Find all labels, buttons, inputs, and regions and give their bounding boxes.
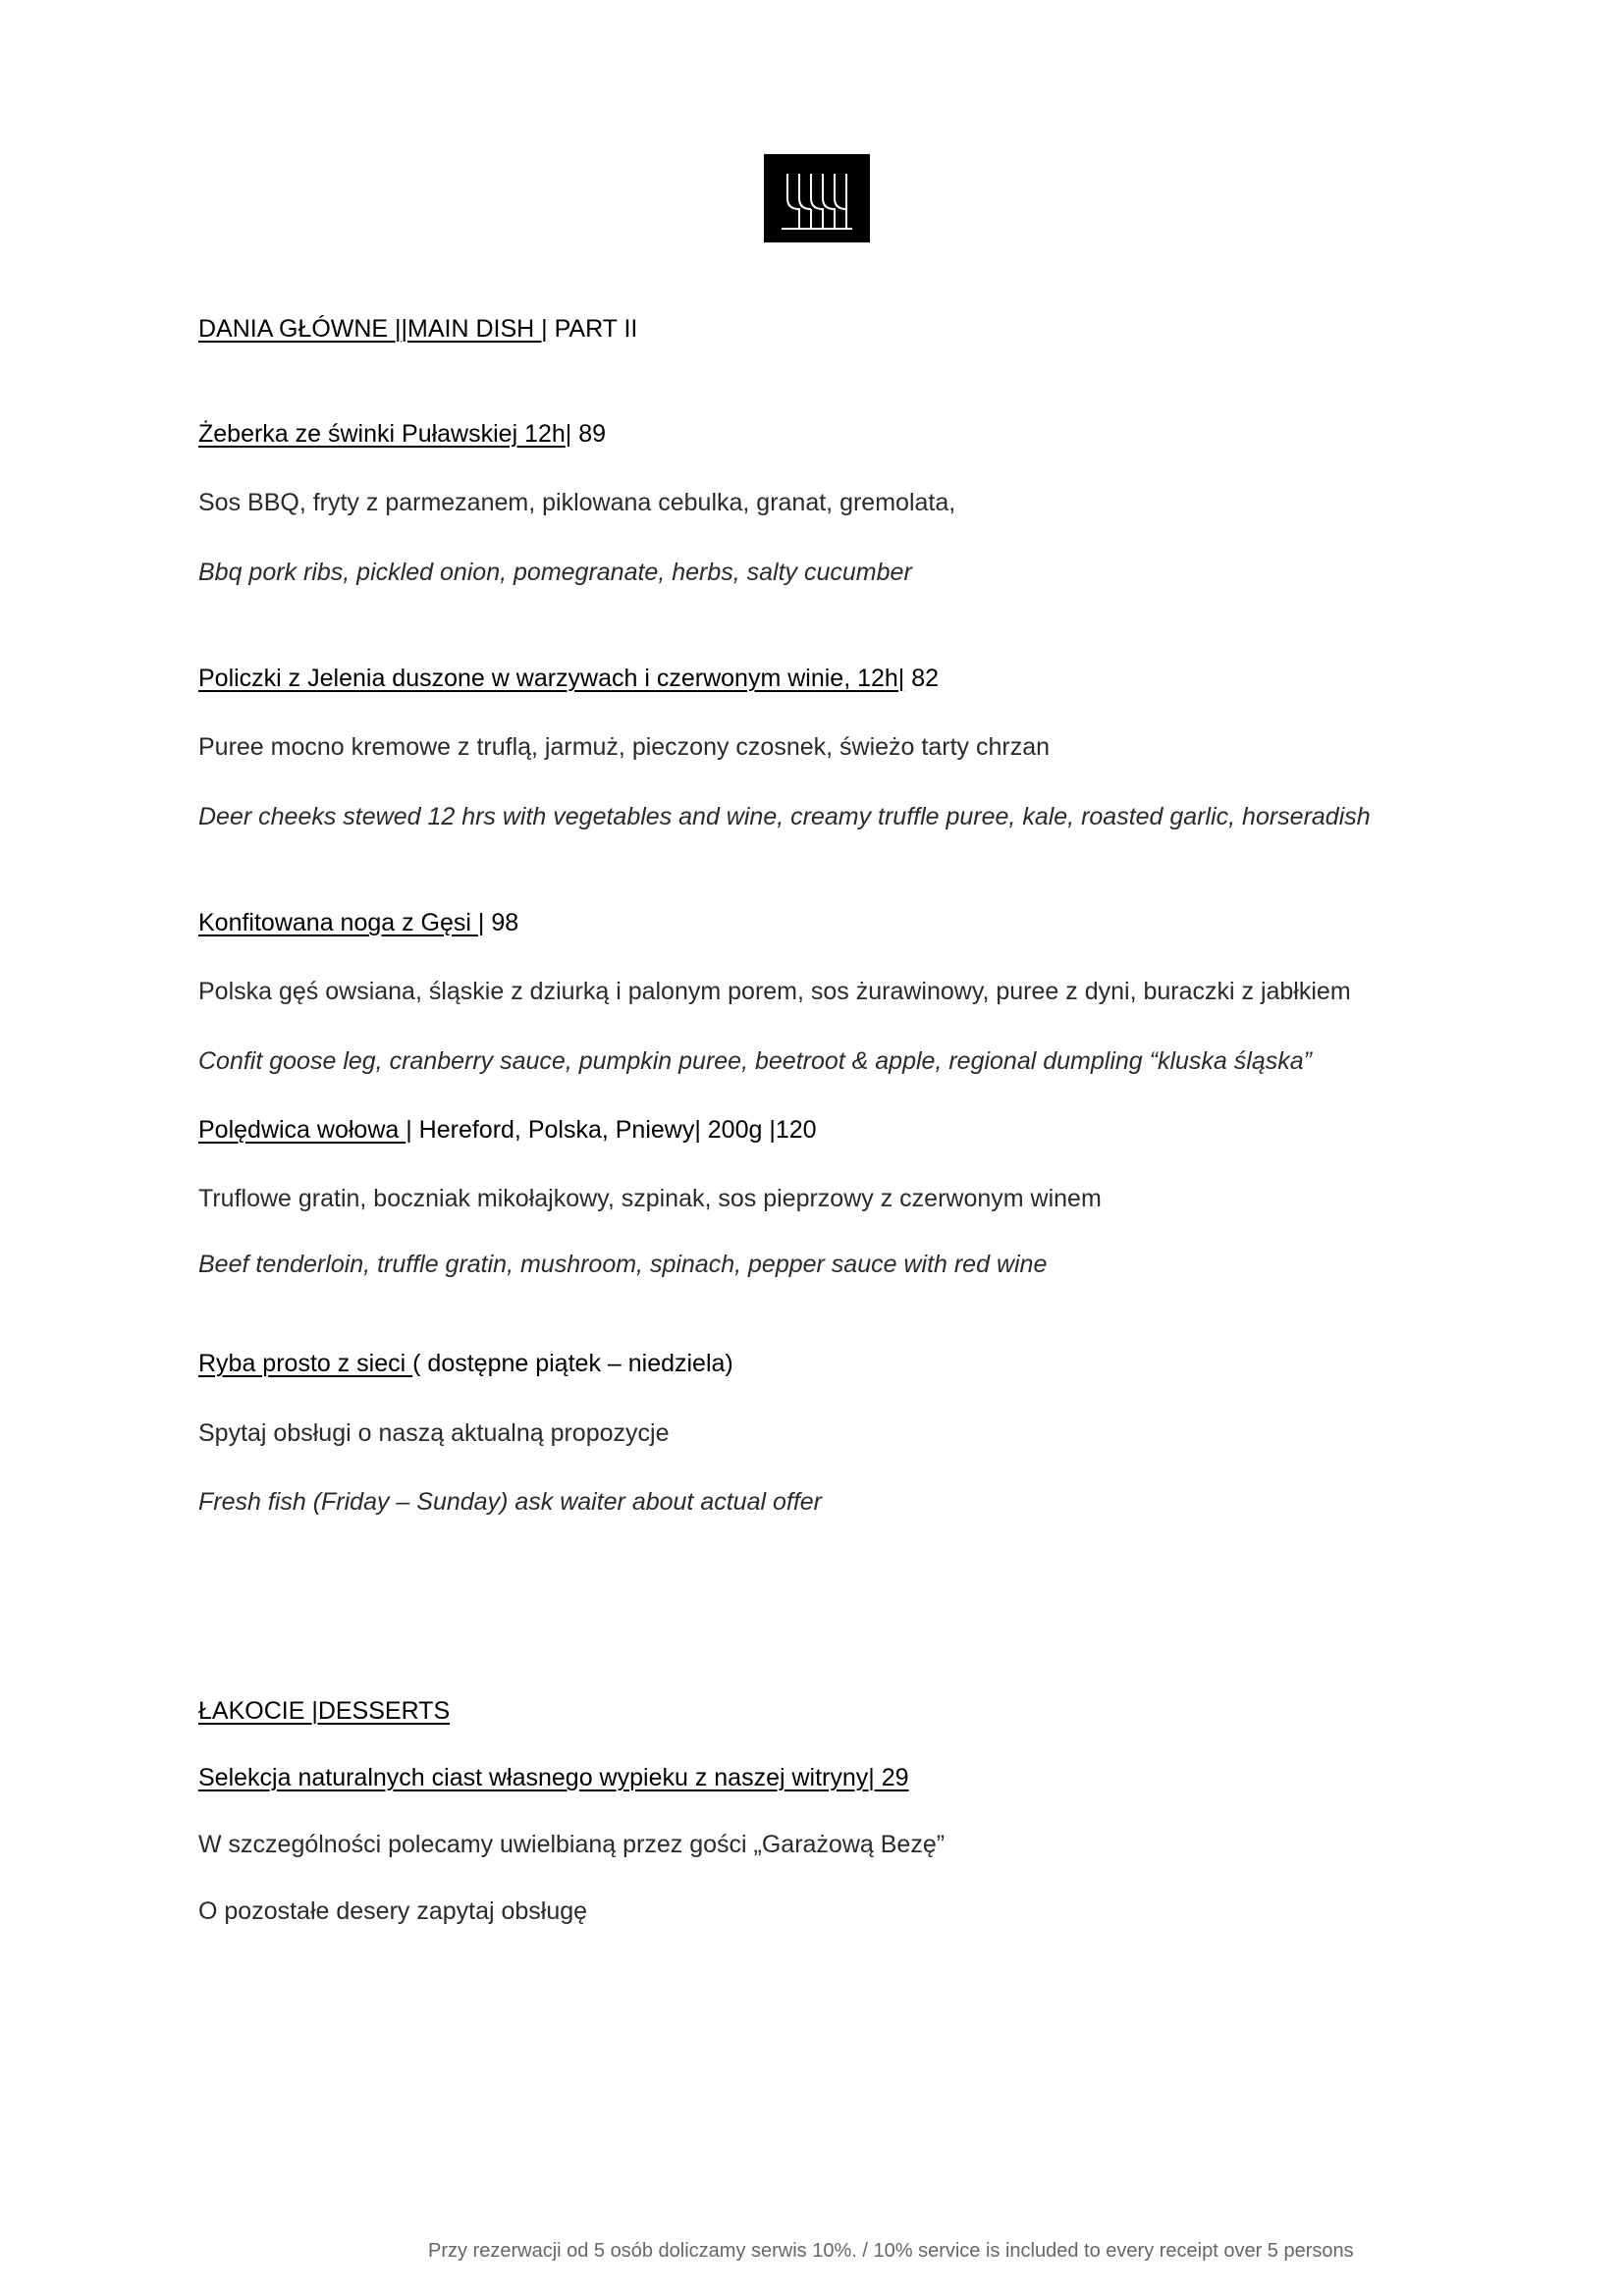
dish-title: [198, 907, 518, 938]
dish-name: Policzki z Jelenia duszone w warzywach i czerwonym winie, 12h|: [198, 665, 905, 692]
section-title-main-dish: [198, 313, 637, 345]
dish-description-en: Deer cheeks stewed 12 hrs with vegetables and wine, creamy truffle puree, kale, roasted garlic, horseradish: [198, 803, 1371, 830]
dish-description-en: Beef tenderloin, truffle gratin, mushroom, spinach, pepper sauce with red wine: [198, 1251, 1048, 1278]
dish-name: Konfitowana noga z Gęsi: [198, 909, 478, 936]
dish-description-pl: Sos BBQ, fryty z parmezanem, piklowana cebulka, granat, gremolata,: [198, 489, 956, 516]
dish-price: 82: [904, 665, 940, 692]
dish-description-en: Confit goose leg, cranberry sauce, pumpkin puree, beetroot & apple, regional dumpling “kluska śląska”: [198, 1047, 1312, 1075]
dish-title: [198, 418, 606, 450]
dish-description-pl: Spytaj obsługi o naszą aktualną propozycje: [198, 1419, 670, 1447]
dessert-description-line-1: W szczególności polecamy uwielbianą przez gości „Garażową Bezę”: [198, 1831, 946, 1858]
footer-service-note: Przy rezerwacji od 5 osób doliczamy serwis 10%. / 10% service is included to every receipt over 5 persons: [428, 2240, 1354, 2262]
section-title-main-dish-underlined: DANIA GŁÓWNE ||MAIN DISH |: [198, 315, 548, 343]
wine-glass-logo-icon: [764, 154, 870, 242]
dessert-title: [198, 1762, 909, 1793]
dish-description-en: Bbq pork ribs, pickled onion, pomegranate, herbs, salty cucumber: [198, 559, 912, 586]
section-title-desserts: [198, 1695, 450, 1727]
dish-title: [198, 1114, 817, 1146]
dish-name: Żeberka ze świnki Puławskiej 12h: [198, 420, 566, 448]
dish-name: Polędwica wołowa: [198, 1116, 406, 1144]
dish-availability: ( dostępne piątek – niedziela): [412, 1350, 733, 1377]
section-title-desserts-text: ŁAKOCIE |DESSERTS: [198, 1697, 451, 1725]
dish-description-pl: Polska gęś owsiana, śląskie z dziurką i palonym porem, sos żurawinowy, puree z dyni, buraczki z jabłkiem: [198, 978, 1351, 1005]
dessert-description-line-2: O pozostałe desery zapytaj obsługę: [198, 1897, 588, 1925]
dish-price: | 98: [477, 909, 519, 936]
section-title-main-dish-rest: PART II: [547, 315, 638, 343]
dish-description-pl: Puree mocno kremowe z truflą, jarmuż, pieczony czosnek, świeżo tarty chrzan: [198, 733, 1051, 761]
dessert-name: Selekcja naturalnych ciast własnego wypieku z naszej witryny| 29: [198, 1764, 909, 1791]
dish-price: | Hereford, Polska, Pniewy| 200g |120: [406, 1116, 817, 1144]
dish-title: [198, 663, 939, 694]
dish-name: Ryba prosto z sieci: [198, 1350, 413, 1377]
dish-description-pl: Truflowe gratin, boczniak mikołajkowy, szpinak, sos pieprzowy z czerwonym winem: [198, 1185, 1102, 1212]
dish-title: [198, 1348, 733, 1379]
dish-price: | 89: [565, 420, 607, 448]
dish-description-en: Fresh fish (Friday – Sunday) ask waiter about actual offer: [198, 1488, 823, 1516]
